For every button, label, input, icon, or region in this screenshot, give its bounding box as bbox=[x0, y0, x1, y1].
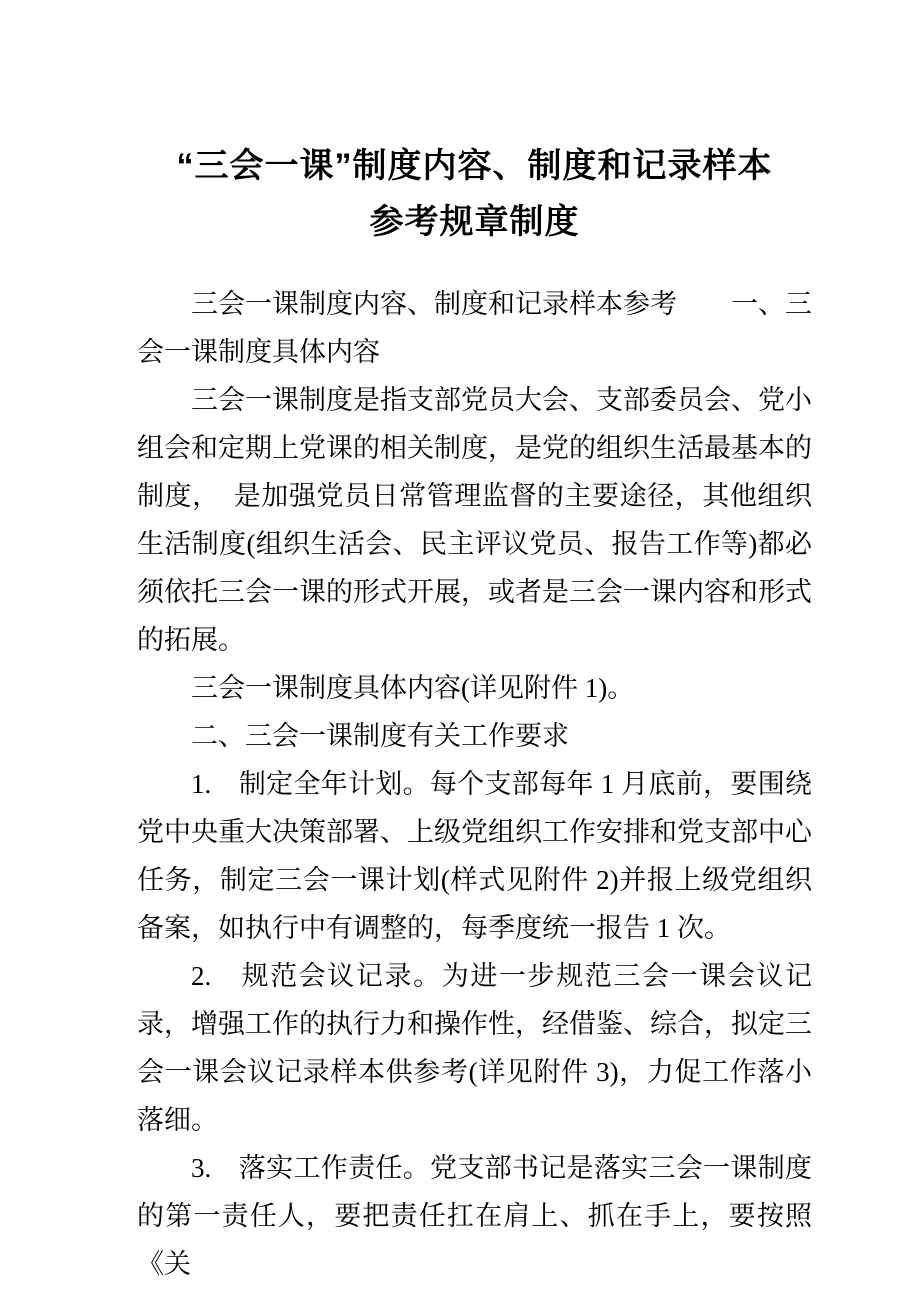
paragraph-item-2: 2. 规范会议记录。为进一步规范三会一课会议记录，增强工作的执行力和操作性，经借鉴、综合，拟定三会一课会议记录样本供参考(详见附件 3)，力促工作落小落细。 bbox=[137, 961, 812, 1135]
title-line-1: “三会一课”制度内容、制度和记录样本 bbox=[176, 147, 773, 185]
paragraph-section-two-heading: 二、三会一课制度有关工作要求 bbox=[191, 721, 569, 751]
paragraph-item-1: 1. 制定全年计划。每个支部每年 1 月底前，要围绕党中央重大决策部署、上级党组织工作安排和党支部中心任务，制定三会一课计划(样式见附件 2)并报上级党组织备案，如执行中有调整的，每季度统一报告 1 次。 bbox=[137, 769, 812, 943]
paragraph-intro: 三会一课制度内容、制度和记录样本参考 一、三会一课制度具体内容 bbox=[137, 289, 812, 367]
document-title bbox=[137, 138, 812, 250]
paragraph-definition: 三会一课制度是指支部党员大会、支部委员会、党小组会和定期上党课的相关制度，是党的组织生活最基本的制度， 是加强党员日常管理监督的主要途径，其他组织生活制度(组织生活会、民主评议党员、报告工作等)都必须依托三会一课的形式开展，或者是三会一课内容和形式的拓展。 bbox=[137, 385, 812, 655]
title-line-2: 参考规章制度 bbox=[369, 203, 580, 241]
paragraph-attachment-note: 三会一课制度具体内容(详见附件 1)。 bbox=[191, 673, 635, 703]
paragraph-item-3: 3. 落实工作责任。党支部书记是落实三会一课制度的第一责任人，要把责任扛在肩上、抓在手上，要按照《关 bbox=[137, 1153, 812, 1279]
document-body bbox=[137, 280, 812, 1288]
